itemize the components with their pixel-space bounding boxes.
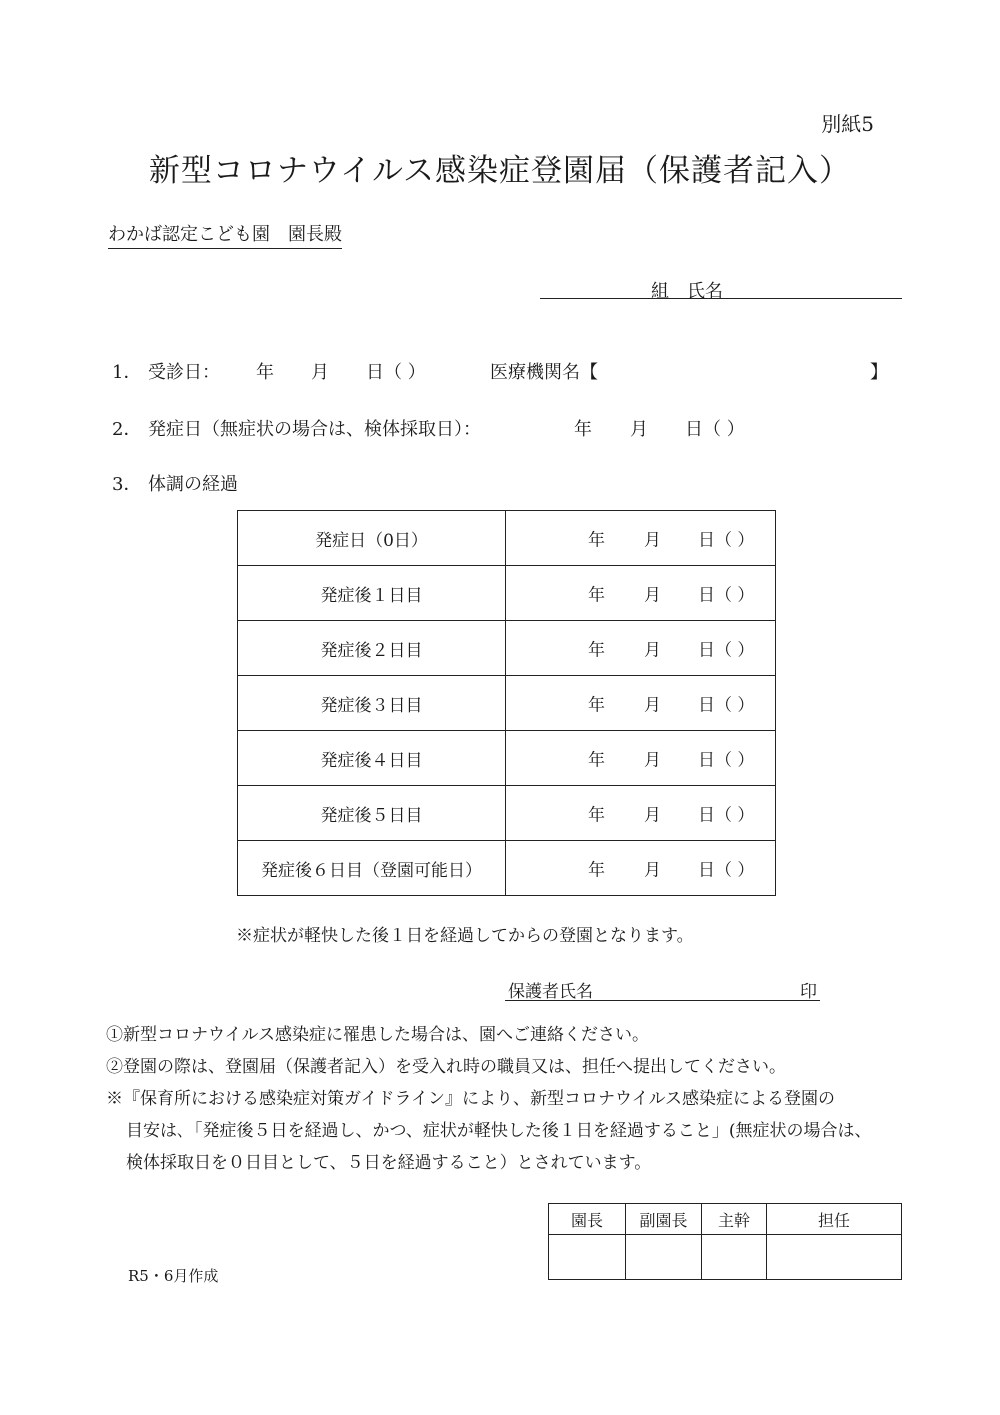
stamp-header-principal: 園長	[549, 1204, 626, 1235]
guardian-name-label: 保護者氏名	[508, 982, 593, 1002]
seal-mark: 印	[800, 982, 817, 1002]
course-year: 年	[588, 860, 605, 881]
course-day-label: 発症後１日目	[238, 566, 506, 621]
class-name-label: 組 氏名	[651, 281, 723, 302]
course-day: 日（ ）	[698, 860, 755, 881]
course-day: 日（ ）	[698, 530, 755, 551]
onset-day[interactable]: 日（ ）	[685, 419, 745, 440]
course-year: 年	[588, 695, 605, 716]
course-month: 月	[644, 530, 661, 551]
note-guideline-line-2: 目安は､「発症後５日を経過し、かつ、症状が軽快した後１日を経過すること」(無症状の場合は、	[126, 1121, 872, 1141]
attachment-number: 別紙5	[821, 112, 874, 136]
course-year: 年	[588, 805, 605, 826]
note-2: ②登園の際は、登園届（保護者記入）を受入れ時の職員又は、担任へ提出してください。	[106, 1057, 786, 1077]
course-year: 年	[588, 750, 605, 771]
course-day: 日（ ）	[698, 585, 755, 606]
class-name-underline[interactable]	[540, 298, 902, 299]
table-row	[238, 731, 776, 786]
table-row	[238, 511, 776, 566]
visit-month[interactable]: 月	[311, 362, 329, 383]
course-date-cell[interactable]	[506, 786, 776, 841]
course-label: 体調の経過	[148, 474, 238, 495]
course-date-cell[interactable]	[506, 511, 776, 566]
onset-year[interactable]: 年	[574, 419, 592, 440]
onset-month[interactable]: 月	[630, 419, 648, 440]
course-date-cell[interactable]	[506, 841, 776, 896]
stamp-header-teacher: 担任	[767, 1204, 902, 1235]
course-year: 年	[588, 530, 605, 551]
course-day: 日（ ）	[698, 750, 755, 771]
table-row	[238, 841, 776, 896]
course-month: 月	[644, 750, 661, 771]
onset-date-label: 発症日（無症状の場合は、検体採取日）：	[148, 419, 481, 440]
visit-year[interactable]: 年	[256, 362, 274, 383]
course-year: 年	[588, 585, 605, 606]
course-month: 月	[644, 585, 661, 606]
note-1: ①新型コロナウイルス感染症に罹患した場合は、園へご連絡ください。	[106, 1025, 649, 1045]
guardian-name-underline[interactable]	[505, 1000, 820, 1001]
course-date-cell[interactable]	[506, 676, 776, 731]
course-day-label: 発症後４日目	[238, 731, 506, 786]
stamp-cell-chief[interactable]	[702, 1235, 767, 1280]
visit-day[interactable]: 日（ ）	[366, 362, 426, 383]
course-month: 月	[644, 805, 661, 826]
created-date: R5・6月作成	[128, 1267, 219, 1285]
course-day-label: 発症日（0日）	[238, 511, 506, 566]
visit-date-label: 受診日：	[148, 362, 220, 383]
course-year: 年	[588, 640, 605, 661]
course-month: 月	[644, 695, 661, 716]
institution-label: 医療機関名【	[490, 362, 598, 383]
item-1-number: 1．	[112, 362, 142, 383]
table-row	[238, 786, 776, 841]
institution-bracket-close: 】	[870, 362, 888, 383]
course-date-cell[interactable]	[506, 731, 776, 786]
stamp-cell-vice-principal[interactable]	[626, 1235, 702, 1280]
course-month: 月	[644, 860, 661, 881]
course-day: 日（ ）	[698, 805, 755, 826]
item-3-number: 3．	[112, 474, 142, 495]
course-date-cell[interactable]	[506, 621, 776, 676]
course-month: 月	[644, 640, 661, 661]
stamp-cell-principal[interactable]	[549, 1235, 626, 1280]
table-note: ※症状が軽快した後１日を経過してからの登園となります。	[236, 926, 694, 946]
stamp-cell-teacher[interactable]	[767, 1235, 902, 1280]
stamp-header-vice-principal: 副園長	[626, 1204, 702, 1235]
course-day: 日（ ）	[698, 640, 755, 661]
course-day-label: 発症後２日目	[238, 621, 506, 676]
course-day-label: 発症後６日目（登園可能日）	[238, 841, 506, 896]
addressee: わかば認定こども園 園長殿	[108, 220, 342, 249]
course-day-label: 発症後５日目	[238, 786, 506, 841]
note-guideline: ※『保育所における感染症対策ガイドライン』により、新型コロナウイルス感染症による登園の	[106, 1089, 835, 1109]
course-date-cell[interactable]	[506, 566, 776, 621]
stamp-header-chief: 主幹	[702, 1204, 767, 1235]
course-day-label: 発症後３日目	[238, 676, 506, 731]
table-row	[238, 676, 776, 731]
note-guideline-line-3: 検体採取日を０日目として、５日を経過すること）とされています。	[126, 1153, 652, 1173]
item-2-number: 2．	[112, 419, 142, 440]
approval-stamp-table	[548, 1203, 902, 1280]
course-table	[237, 510, 776, 896]
table-row	[238, 566, 776, 621]
document-title: 新型コロナウイルス感染症登園届（保護者記入）	[148, 153, 852, 189]
table-row	[238, 621, 776, 676]
course-day: 日（ ）	[698, 695, 755, 716]
table-row	[549, 1235, 902, 1280]
table-row	[549, 1204, 902, 1235]
